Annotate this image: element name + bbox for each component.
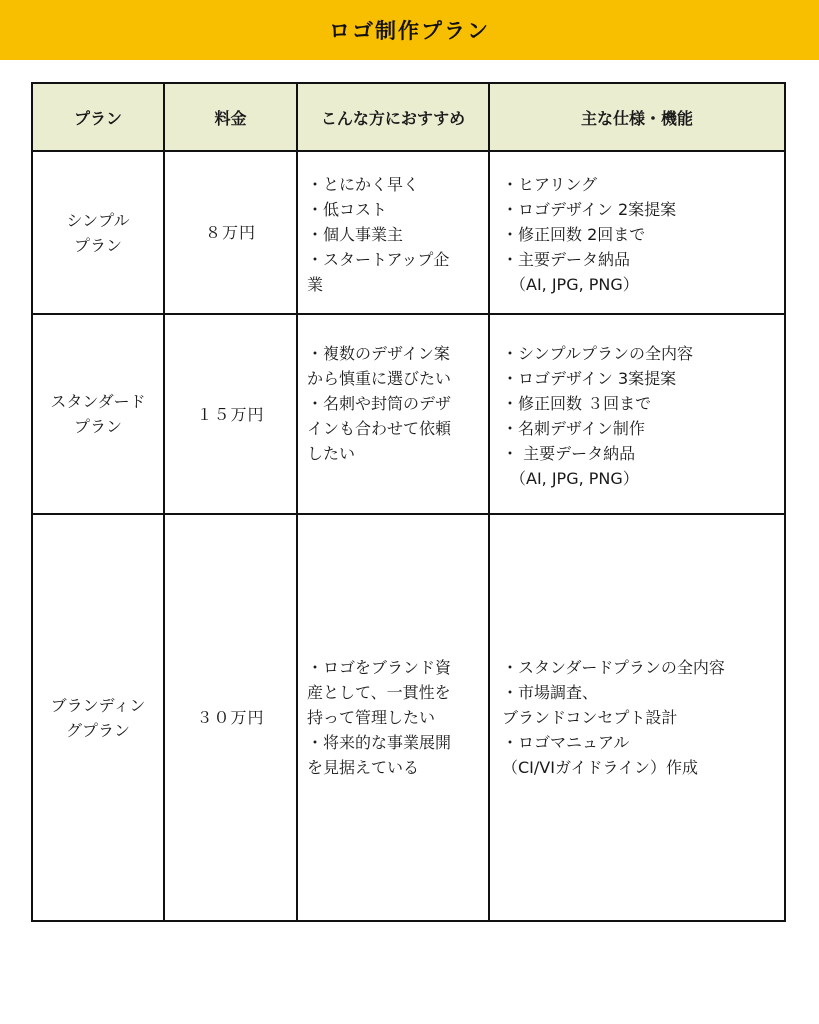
recommend-item: ・スタートアップ企 bbox=[307, 250, 450, 269]
spec-item: ・修正回数 2回まで bbox=[502, 225, 646, 244]
recommend-cell bbox=[297, 151, 489, 314]
recommend-item: したい bbox=[307, 444, 356, 463]
plan-name-cell bbox=[32, 314, 164, 514]
spec-cell bbox=[489, 151, 785, 314]
recommend-item: ・将来的な事業展開 bbox=[307, 733, 452, 752]
plan-comparison-table bbox=[31, 82, 786, 922]
recommend-item: 業 bbox=[307, 275, 324, 294]
header-price: 料金 bbox=[164, 83, 297, 151]
recommend-item: ・複数のデザイン案 bbox=[307, 344, 450, 363]
spec-item: （AI, JPG, PNG） bbox=[502, 469, 639, 488]
plan-name-cell bbox=[32, 151, 164, 314]
spec-item: ・ロゴデザイン 2案提案 bbox=[502, 200, 677, 219]
spec-cell bbox=[489, 314, 785, 514]
recommend-item: 産として、一貫性を bbox=[307, 683, 451, 702]
price-cell: １５万円 bbox=[164, 314, 297, 514]
recommend-item: インも合わせて依頼 bbox=[307, 419, 452, 438]
table-header-row bbox=[32, 83, 785, 151]
spec-item: ・ 主要データ納品 bbox=[502, 444, 636, 463]
plan-name-line: グプラン bbox=[65, 720, 130, 740]
spec-cell bbox=[489, 514, 785, 921]
header-specs: 主な仕様・機能 bbox=[489, 83, 785, 151]
spec-item: ・市場調査、 bbox=[502, 683, 599, 702]
page-title: ロゴ制作プラン bbox=[329, 19, 490, 43]
spec-item: ・修正回数 ３回まで bbox=[502, 394, 652, 413]
spec-item: ブランドコンセプト設計 bbox=[502, 708, 678, 727]
spec-item: ・ロゴマニュアル bbox=[502, 733, 630, 752]
recommend-item: を見据えている bbox=[307, 758, 420, 777]
spec-item: ・ロゴデザイン 3案提案 bbox=[502, 369, 677, 388]
spec-item: ・主要データ納品 bbox=[502, 250, 631, 269]
title-banner bbox=[0, 0, 819, 60]
recommend-item: ・名刺や封筒のデザ bbox=[307, 394, 452, 413]
recommend-item: ・とにかく早く bbox=[307, 175, 420, 194]
table-row-branding bbox=[32, 514, 785, 921]
price-cell: ８万円 bbox=[164, 151, 297, 314]
recommend-item: から慎重に選びたい bbox=[307, 369, 452, 388]
table-row-simple bbox=[32, 151, 785, 314]
table-row-standard bbox=[32, 314, 785, 514]
recommend-item: ・個人事業主 bbox=[307, 225, 404, 244]
header-plan: プラン bbox=[32, 83, 164, 151]
spec-item: （CI/VIガイドライン）作成 bbox=[502, 758, 698, 777]
recommend-cell bbox=[297, 314, 489, 514]
spec-item: ・シンプルプランの全内容 bbox=[502, 344, 693, 363]
spec-item: （AI, JPG, PNG） bbox=[502, 275, 639, 294]
header-recommend: こんな方におすすめ bbox=[297, 83, 489, 151]
spec-item: ・ヒアリング bbox=[502, 175, 598, 194]
plan-name-line: ブランディン bbox=[50, 695, 146, 715]
recommend-cell bbox=[297, 514, 489, 921]
recommend-item: ・低コスト bbox=[307, 200, 388, 219]
recommend-item: ・ロゴをブランド資 bbox=[307, 658, 452, 677]
recommend-item: 持って管理したい bbox=[307, 708, 436, 727]
plan-name-line: プラン bbox=[73, 417, 122, 436]
plan-name-line: スタンダード bbox=[50, 392, 146, 411]
spec-item: ・名刺デザイン制作 bbox=[502, 419, 645, 438]
plan-name-line: プラン bbox=[73, 235, 122, 255]
plan-name-cell bbox=[32, 514, 164, 921]
spec-item: ・スタンダードプランの全内容 bbox=[502, 658, 725, 677]
price-cell: ３０万円 bbox=[164, 514, 297, 921]
plan-name-line: シンプル bbox=[66, 210, 130, 230]
